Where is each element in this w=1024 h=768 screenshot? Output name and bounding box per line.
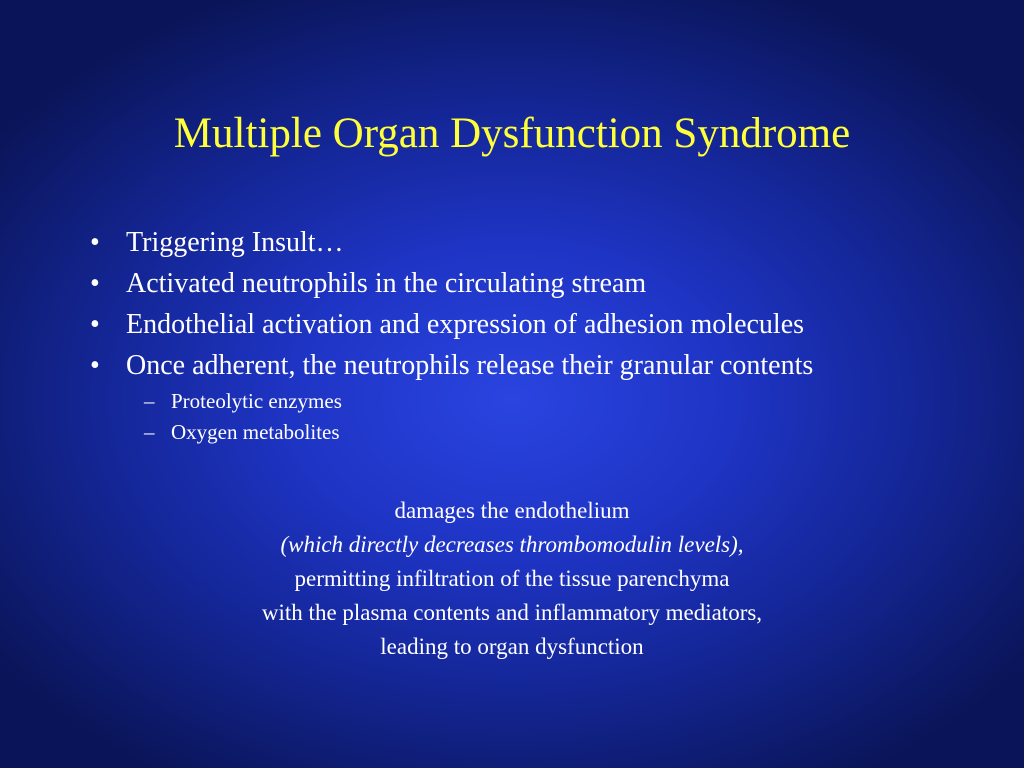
bullet-item: [90, 304, 813, 345]
bullet-text: Once adherent, the neutrophils release their granular contents: [126, 350, 814, 381]
sub-bullet-text: Oxygen metabolites: [171, 420, 340, 444]
bullet-marker: •: [90, 350, 100, 381]
bullet-marker: •: [90, 309, 100, 340]
sub-bullet-marker: –: [144, 420, 155, 444]
bullet-marker: •: [90, 227, 100, 258]
note-line: leading to organ dysfunction: [380, 634, 644, 659]
sub-bullet-marker: –: [144, 389, 155, 413]
bullet-marker: •: [90, 268, 100, 299]
sub-bullet-list: [90, 386, 813, 448]
bullet-list: [90, 222, 813, 448]
sub-bullet-item: [90, 417, 813, 448]
slide-title: Multiple Organ Dysfunction Syndrome: [173, 110, 851, 157]
bullet-item: [90, 222, 813, 263]
note-line-italic: (which directly decreases thrombomodulin levels),: [280, 532, 744, 557]
note-line: damages the endothelium: [394, 498, 630, 523]
bullet-text: Activated neutrophils in the circulating stream: [126, 268, 647, 299]
summary-note: [0, 494, 1024, 664]
sub-bullet-group: [90, 386, 813, 448]
bullet-text: Triggering Insult…: [126, 227, 344, 258]
sub-bullet-item: [90, 386, 813, 417]
bullet-text: Endothelial activation and expression of adhesion molecules: [126, 309, 805, 340]
sub-bullet-text: Proteolytic enzymes: [171, 389, 342, 413]
bullet-item: [90, 345, 813, 386]
bullet-item: [90, 263, 813, 304]
note-line: permitting infiltration of the tissue parenchyma: [294, 566, 730, 591]
note-line: with the plasma contents and inflammatory mediators,: [261, 600, 763, 625]
